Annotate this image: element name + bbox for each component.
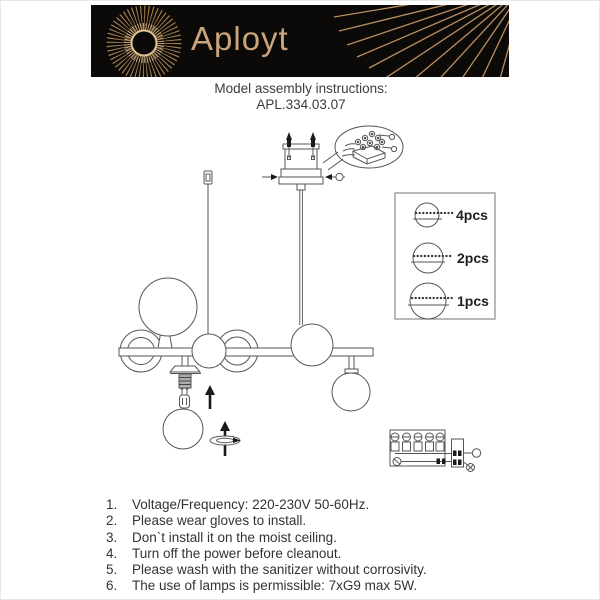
glass-globe-lower-right [332,356,370,411]
item-number: 3. [106,529,118,545]
qty-label-4pcs: 4pcs [456,207,488,223]
list-item [106,546,526,562]
list-item [106,578,526,594]
title-block [1,80,600,113]
part-large-globe [408,283,454,319]
terminal-block-callout [323,126,403,170]
part-medium-globe [411,243,453,273]
glass-globe-right [291,324,333,366]
header-banner [91,5,509,77]
chandelier-frame [119,278,373,411]
glass-globe-upper-left [139,278,197,348]
list-item [106,513,526,529]
item-number: 1. [106,497,118,512]
instruction-list [106,497,526,595]
terminal-screws [391,433,444,451]
loose-glass-sphere [163,409,203,449]
list-item [106,497,526,513]
item-text: Please wear gloves to install. [132,513,307,529]
wiring-diagram [390,430,481,472]
item-text: Don`t install it on the moist ceiling. [132,529,337,545]
ceiling-canopy [279,169,323,190]
qty-label-1pcs: 1pcs [457,293,489,309]
item-number: 6. [106,578,118,594]
insert-up-arrow [205,385,215,409]
item-text: The use of lamps is permissible: 7xG9 max 5W. [132,578,418,594]
brand-logo-text: Aployt [191,20,289,57]
item-number: 2. [106,513,118,529]
mounting-ring-rotation [210,421,241,456]
suspension-rod [300,190,303,325]
parts-list-box [395,193,495,319]
qty-label-2pcs: 2pcs [457,250,489,266]
assembly-diagram [81,116,521,501]
corner-rays-decoration [91,5,509,77]
item-number: 4. [106,545,118,561]
g9-bulb [180,389,190,408]
item-text: Voltage/Frequency: 220-230V 50-60Hz. [132,497,370,512]
list-item [106,562,526,578]
ceiling-bracket-and-screws [283,132,319,169]
page-title: Model assembly instructions: [214,81,388,96]
item-text: Please wash with the sanitizer without corrosivity. [132,562,427,578]
suspension-cable [204,171,212,335]
list-item [106,530,526,546]
glass-globe-center [192,334,226,368]
model-number: APL.334.03.07 [256,97,346,112]
part-small-globe [413,203,453,227]
item-number: 5. [106,562,118,578]
item-text: Turn off the power before cleanout. [132,545,342,561]
